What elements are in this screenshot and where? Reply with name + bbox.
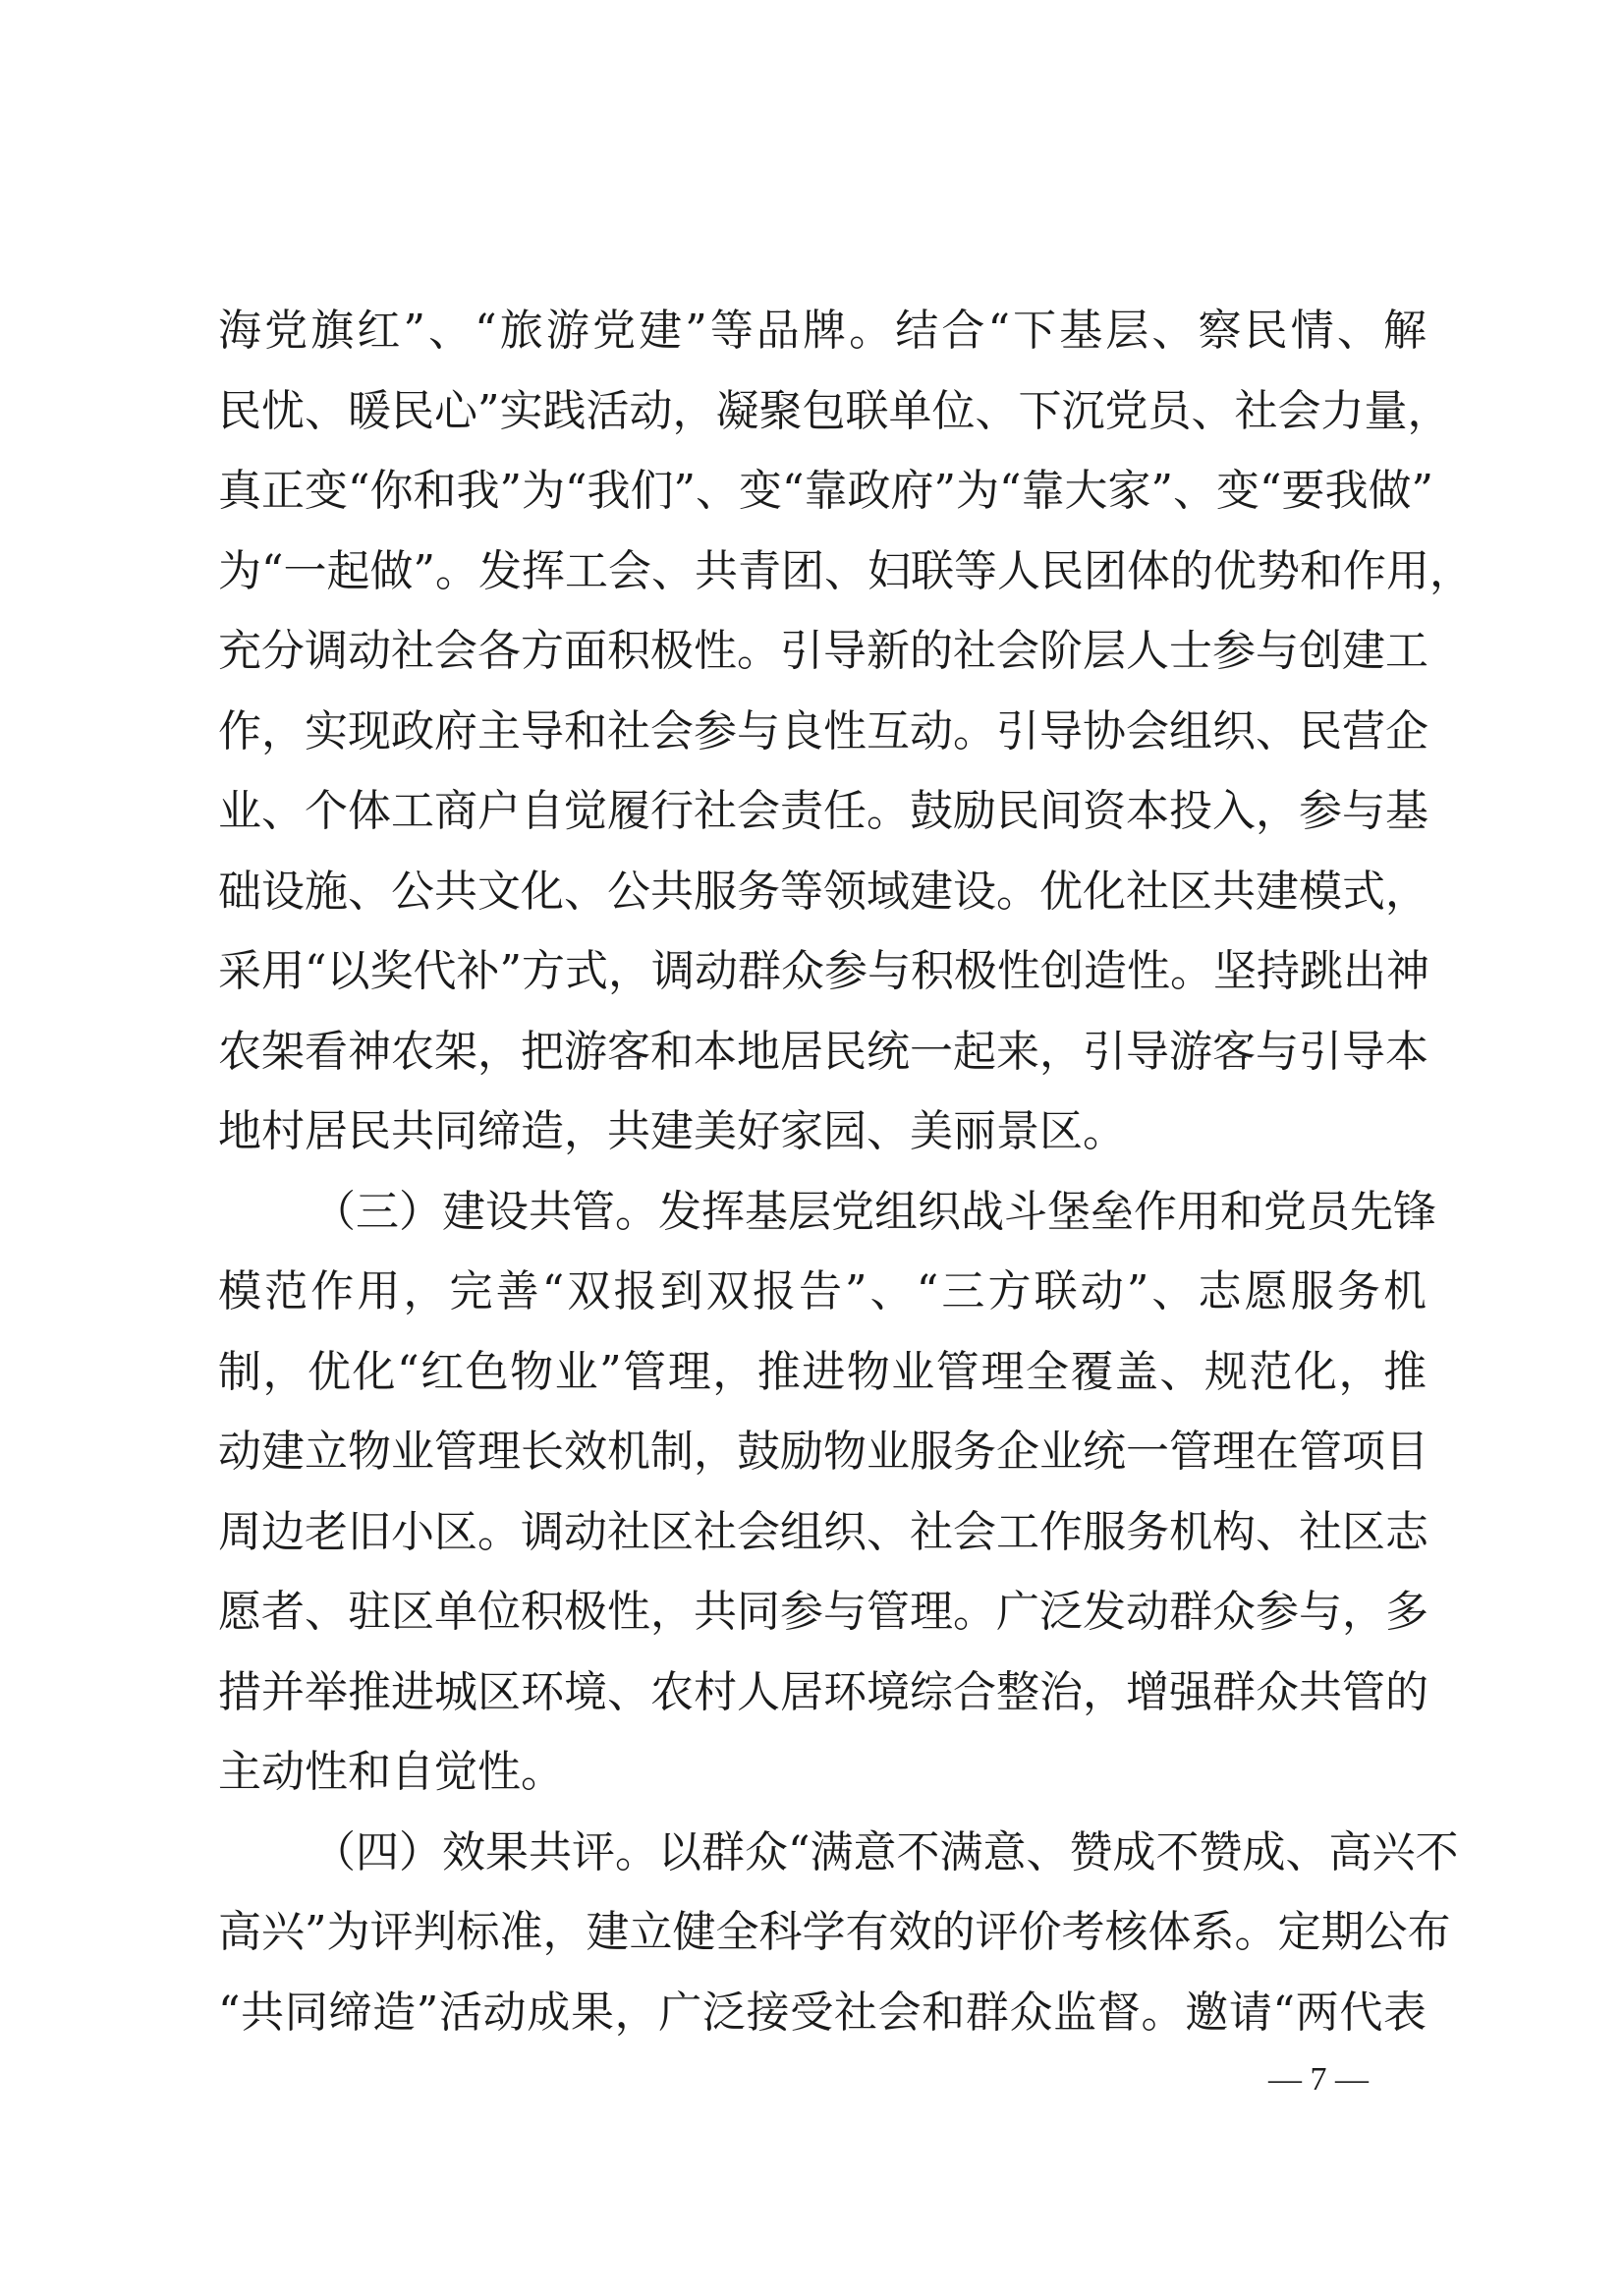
text-line: 模范作用，完善“双报到双报告”、“三方联动”、志愿服务机: [218, 1266, 1427, 1316]
text-line: 作，实现政府主导和社会参与良性互动。引导协会组织、民营企: [218, 705, 1428, 756]
text-line: 础设施、公共文化、公共服务等领域建设。优化社区共建模式，: [218, 866, 1428, 917]
page-number: — 7 —: [1268, 2061, 1369, 2098]
text-line: 海党旗红”、“旅游党建”等品牌。结合“下基层、察民情、解: [218, 306, 1427, 356]
text-line: 采用“以奖代补”方式，调动群众参与积极性创造性。坚持跳出神: [218, 946, 1429, 996]
text-line: 农架看神农架，把游客和本地居民统一起来，引导游客与引导本: [218, 1026, 1428, 1077]
text-line: 周边老旧小区。调动社区社会组织、社会工作服务机构、社区志: [218, 1506, 1428, 1557]
text-line: 充分调动社会各方面积极性。引导新的社会阶层人士参与创建工: [218, 626, 1428, 676]
text-line: 措并举推进城区环境、农村人居环境综合整治，增强群众共管的: [218, 1666, 1428, 1717]
text-line: 高兴”为评判标准，建立健全科学有效的评价考核体系。定期公布: [218, 1907, 1451, 1957]
text-line: 为“一起做”。发挥工会、共青团、妇联等人民团体的优势和作用，: [218, 545, 1473, 596]
text-line: “共同缔造”活动成果，广泛接受社会和群众监督。邀请“两代表: [218, 1987, 1427, 2038]
section-heading-line: （四）效果共评。以群众“满意不满意、赞成不赞成、高兴不: [312, 1826, 1459, 1877]
text-line: 制，优化“红色物业”管理，推进物业管理全覆盖、规范化，推: [218, 1346, 1427, 1397]
text-line: 真正变“你和我”为“我们”、变“靠政府”为“靠大家”、变“要我做”: [218, 466, 1433, 516]
text-line: 动建立物业管理长效机制，鼓励物业服务企业统一管理在管项目: [218, 1427, 1428, 1477]
section-heading-line: （三）建设共管。发挥基层党组织战斗堡垒作用和党员先锋: [312, 1186, 1436, 1237]
body-text: [218, 291, 1473, 2052]
text-line: 民忧、暖民心”实践活动，凝聚包联单位、下沉党员、社会力量，: [218, 385, 1451, 436]
text-line: 业、个体工商户自觉履行社会责任。鼓励民间资本投入，参与基: [218, 786, 1428, 836]
text-line: 地村居民共同缔造，共建美好家园、美丽景区。: [218, 1106, 1126, 1156]
text-line: 愿者、驻区单位积极性，共同参与管理。广泛发动群众参与，多: [218, 1587, 1428, 1637]
text-line: 主动性和自觉性。: [218, 1747, 564, 1797]
